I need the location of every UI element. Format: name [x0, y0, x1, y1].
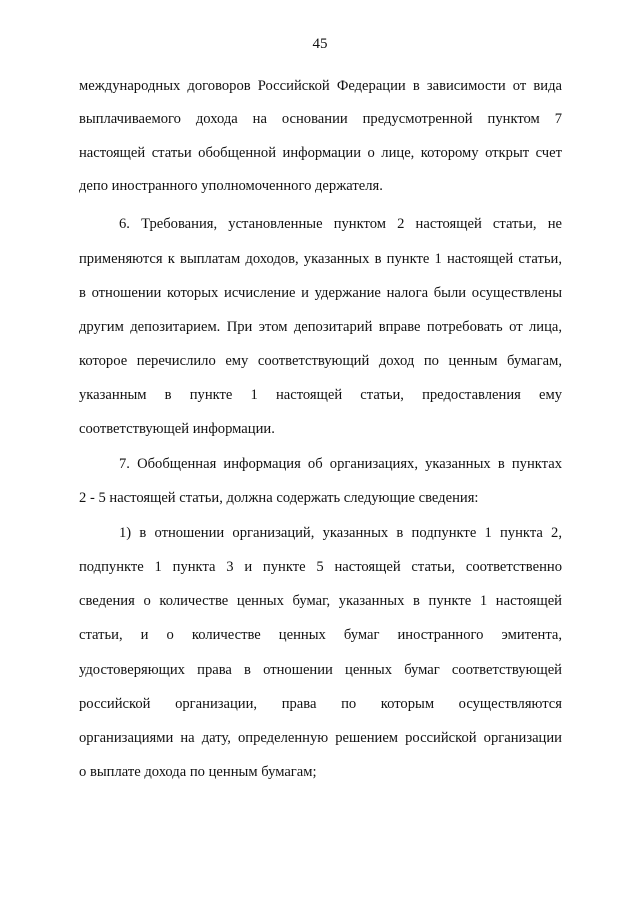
text-line: подпункте 1 пункта 3 и пункте 5 настоящей статьи, соответственно: [79, 559, 562, 575]
text-line: применяются к выплатам доходов, указанных в пункте 1 настоящей статьи,: [79, 251, 562, 267]
text-line: настоящей статьи обобщенной информации о лице, которому открыт счет: [79, 145, 562, 161]
subparagraph-1-start: 1) в отношении организаций, указанных в подпункте 1 пункта 2,: [119, 525, 562, 541]
text-line: статьи, и о количестве ценных бумаг иностранного эмитента,: [79, 627, 562, 643]
text-line: международных договоров Российской Федерации в зависимости от вида: [79, 78, 562, 94]
text-line: сведения о количестве ценных бумаг, указанных в пункте 1 настоящей: [79, 593, 562, 609]
text-line: соответствующей информации.: [79, 421, 275, 437]
text-line: которое перечислило ему соответствующий доход по ценным бумагам,: [79, 353, 562, 369]
text-line: другим депозитарием. При этом депозитарий вправе потребовать от лица,: [79, 319, 562, 335]
text-line: организациями на дату, определенную решением российской организации: [79, 730, 562, 746]
paragraph-7-start: 7. Обобщенная информация об организациях, указанных в пунктах: [119, 456, 562, 472]
text-line: о выплате дохода по ценным бумагам;: [79, 764, 317, 780]
text-line: депо иностранного уполномоченного держателя.: [79, 178, 383, 194]
paragraph-6-start: 6. Требования, установленные пунктом 2 настоящей статьи, не: [119, 216, 562, 232]
text-line: 2 - 5 настоящей статьи, должна содержать следующие сведения:: [79, 490, 479, 506]
text-line: удостоверяющих права в отношении ценных бумаг соответствующей: [79, 662, 562, 678]
text-line: указанным в пункте 1 настоящей статьи, предоставления ему: [79, 387, 562, 403]
text-line: в отношении которых исчисление и удержание налога были осуществлены: [79, 285, 562, 301]
text-line: выплачиваемого дохода на основании предусмотренной пунктом 7: [79, 111, 562, 127]
text-line: российской организации, права по которым осуществляются: [79, 696, 562, 712]
page-number: 45: [312, 36, 328, 52]
